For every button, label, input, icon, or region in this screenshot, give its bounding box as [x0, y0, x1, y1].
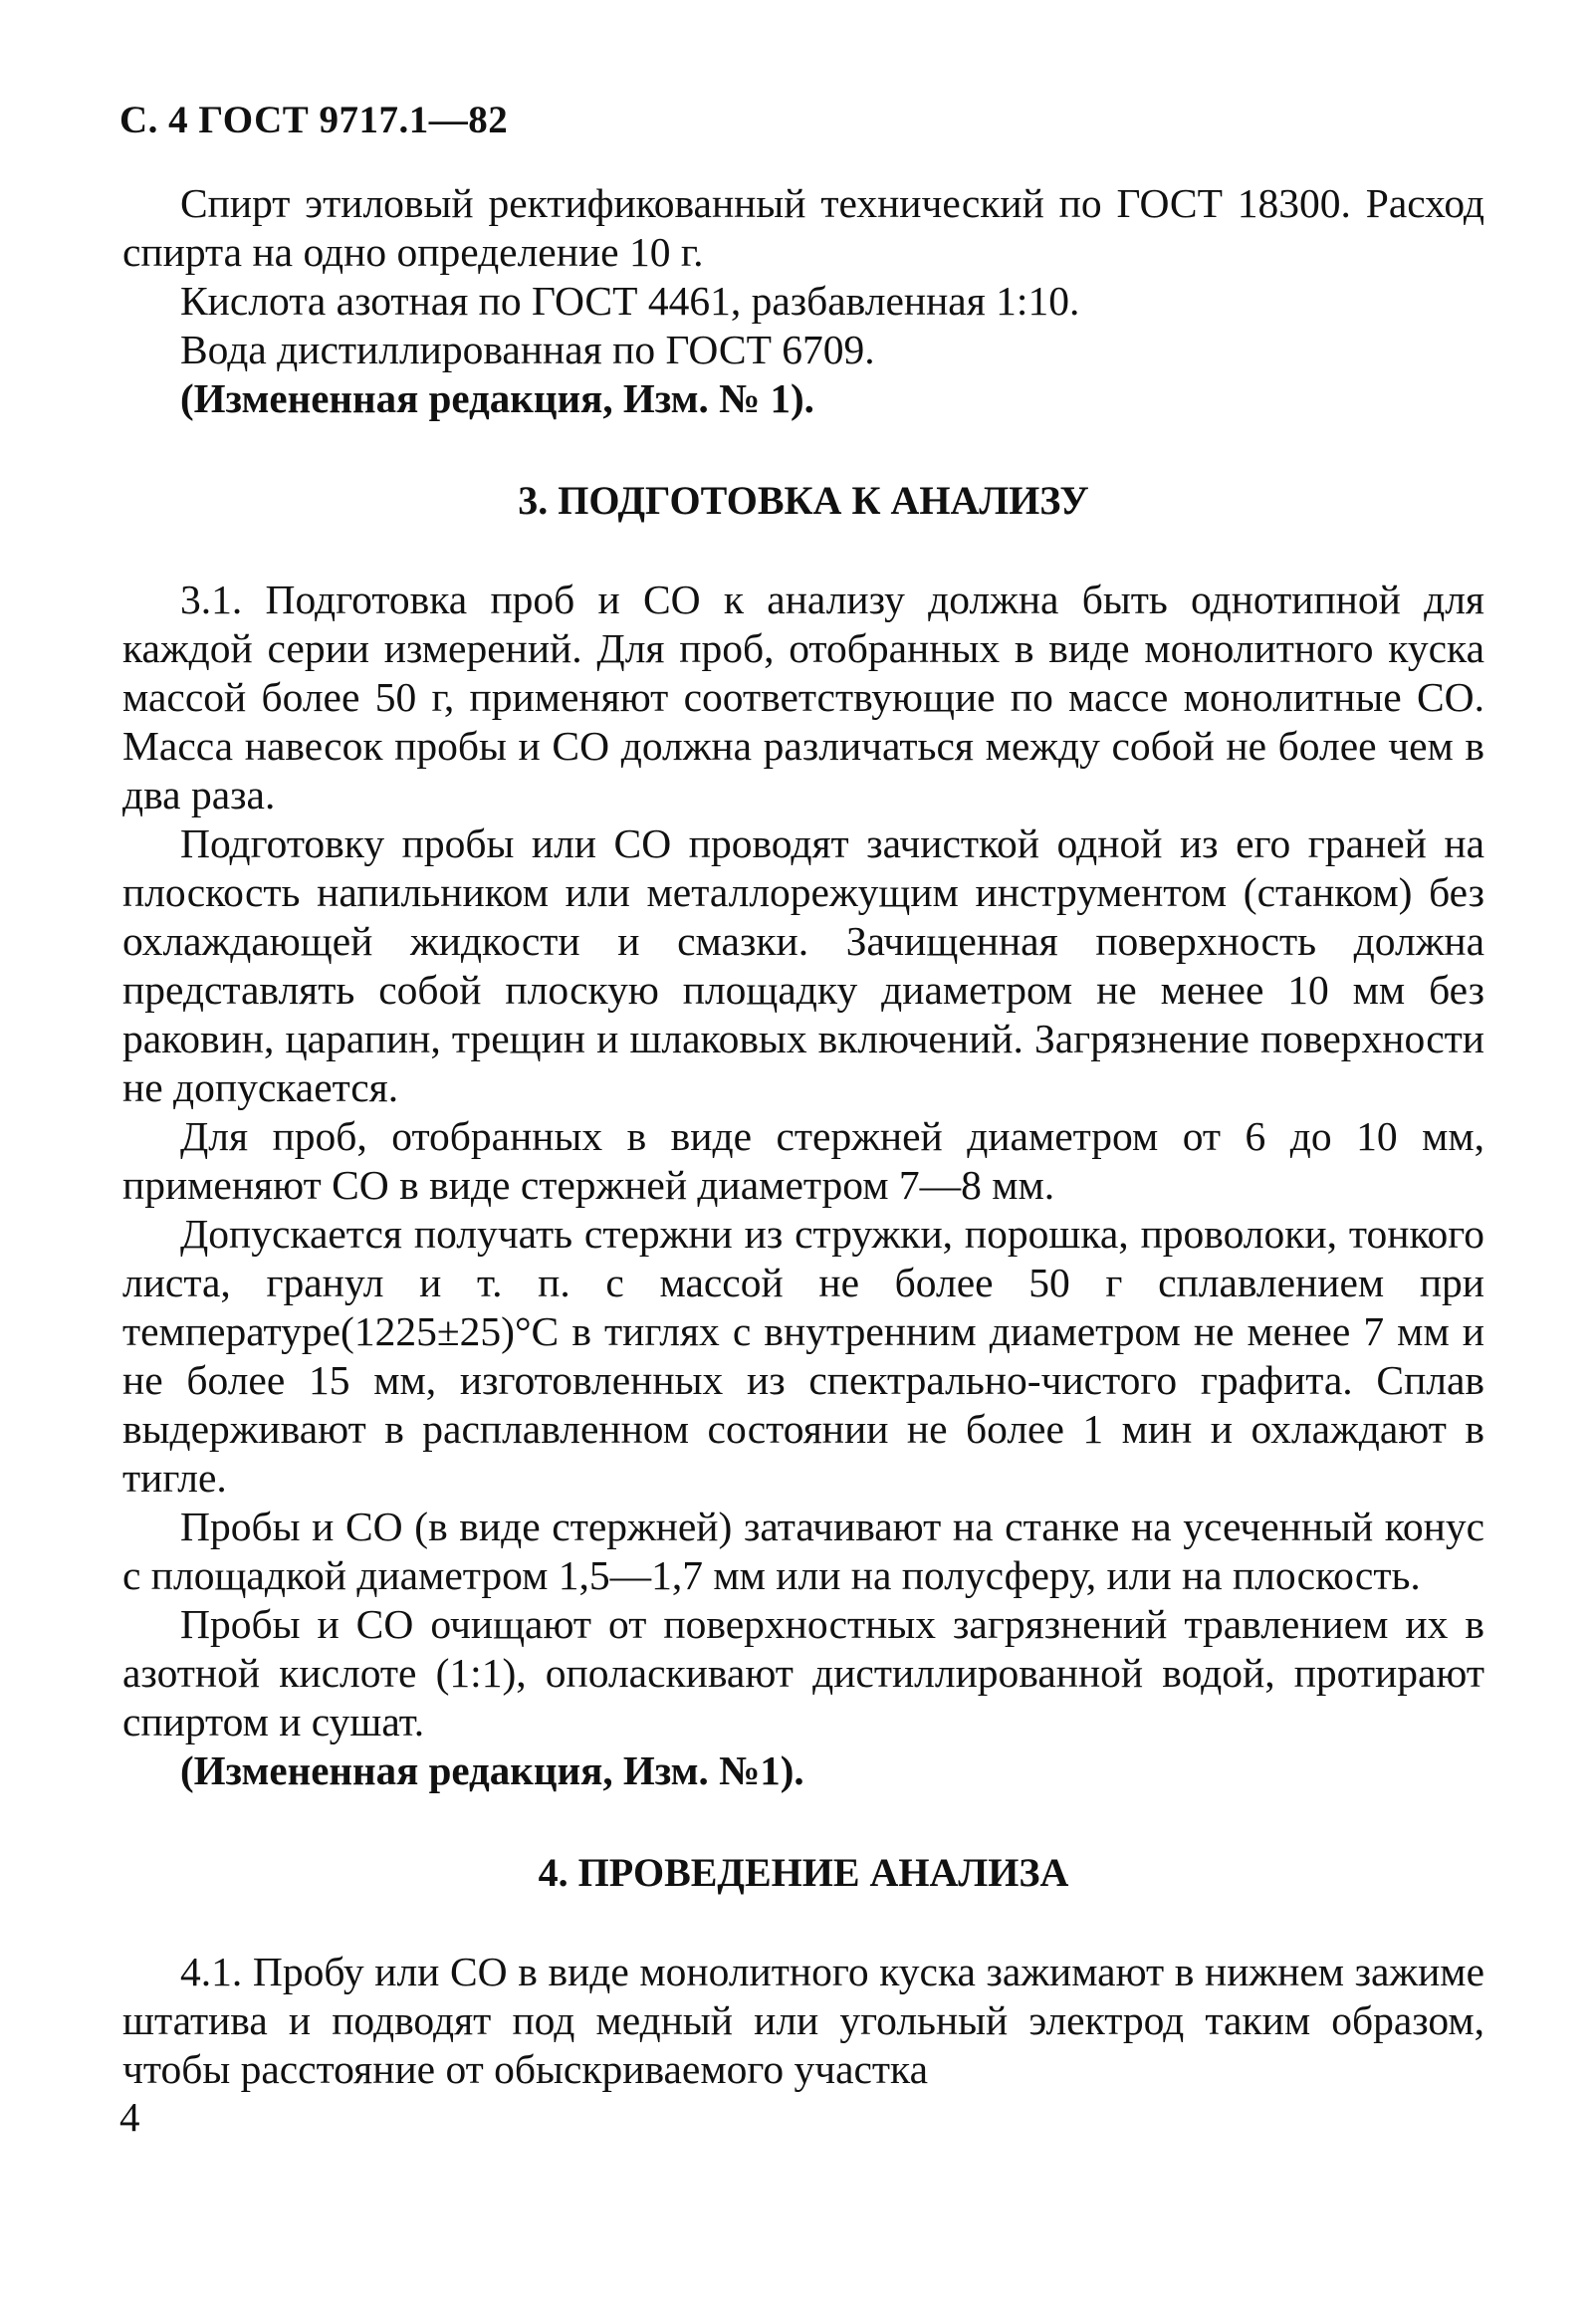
page-number: 4	[119, 2094, 140, 2140]
paragraph-distilled-water: Вода дистиллированная по ГОСТ 6709.	[180, 327, 875, 372]
amendment-note: (Измененная редакция, Изм. № 1).	[180, 375, 814, 421]
page-content	[122, 179, 1484, 2094]
spacer	[122, 423, 1484, 476]
amendment-note: (Измененная редакция, Изм. №1).	[180, 1747, 804, 1793]
section-3-title: 3. ПОДГОТОВКА К АНАЛИЗУ	[518, 478, 1089, 523]
paragraph-rod-samples: Для проб, отобранных в виде стержней диаметром от 6 до 10 мм, применяют СО в виде стержней диаметром 7—8 мм.	[122, 1113, 1484, 1208]
paragraph-3-1: 3.1. Подготовка проб и СО к анализу должна быть однотипной для каждой серии измерений. Для проб, отобранных в виде монолитного куска массой более 50 г, применяют соответствующие по массе монолитные СО. Масса навесок пробы и СО должна различаться между собой не более чем в два раза.	[122, 577, 1484, 817]
spacer	[122, 1795, 1484, 1848]
paragraph-ethanol: Спирт этиловый ректификованный технический по ГОСТ 18300. Расход спирта на одно определение 10 г.	[122, 180, 1484, 275]
section-4-title: 4. ПРОВЕДЕНИЕ АНАЛИЗА	[538, 1850, 1069, 1895]
spacer	[122, 1897, 1484, 1948]
paragraph-etching: Пробы и СО очищают от поверхностных загрязнений травлением их в азотной кислоте (1:1), ополаскивают дистиллированной водой, протирают спиртом и сушат.	[122, 1601, 1484, 1744]
paragraph-nitric-acid: Кислота азотная по ГОСТ 4461, разбавленная 1:10.	[180, 278, 1080, 324]
paragraph-rod-casting: Допускается получать стержни из стружки, порошка, проволоки, тонкого листа, гранул и т. п. с массой не более 50 г сплавлением при температуре(1225±25)°С в тиглях с внутренним диаметром не менее 7 мм и не более 15 мм, изготовленных из спектрально-чистого графита. Сплав выдерживают в расплавленном состоянии не более 1 мин и охлаждают в тигле.	[122, 1211, 1484, 1501]
paragraph-sharpening: Пробы и СО (в виде стержней) затачивают на станке на усеченный конус с площадкой диаметром 1,5—1,7 мм или на полусферу, или на плоскость.	[122, 1504, 1484, 1598]
paragraph-4-1: 4.1. Пробу или СО в виде монолитного куска зажимают в нижнем зажиме штатива и подводят под медный или угольный электрод таким образом, чтобы расстояние от обыскриваемого участка	[122, 1949, 1484, 2092]
running-header: С. 4 ГОСТ 9717.1—82	[119, 99, 509, 141]
spacer	[122, 525, 1484, 576]
paragraph-sample-prep: Подготовку пробы или СО проводят зачисткой одной из его граней на плоскость напильником или металлорежущим инструментом (станком) без охлаждающей жидкости и смазки. Зачищенная поверхность должна представлять собой плоскую площадку диаметром не менее 10 мм без раковин, царапин, трещин и шлаковых включений. Загрязнение поверхности не допускается.	[122, 820, 1484, 1110]
